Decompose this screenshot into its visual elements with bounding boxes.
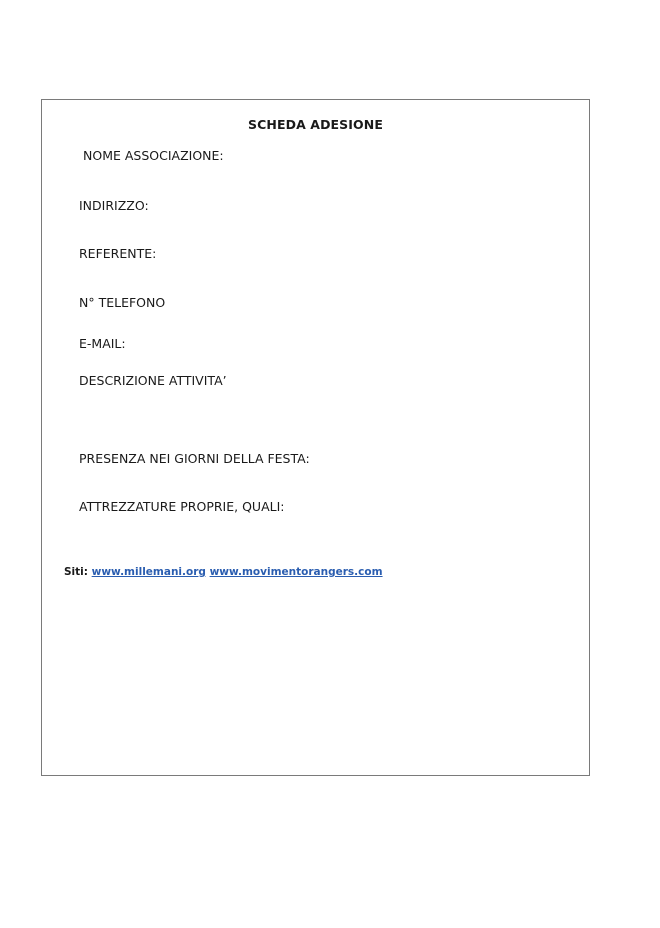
field-attrezzature: ATTREZZATURE PROPRIE, QUALI: (79, 499, 285, 514)
field-presenza: PRESENZA NEI GIORNI DELLA FESTA: (79, 451, 310, 466)
field-indirizzo: INDIRIZZO: (79, 198, 149, 213)
membership-form (41, 99, 590, 776)
link-movimentorangers[interactable]: www.movimentorangers.com (209, 566, 383, 578)
sites-label: Siti: (64, 566, 88, 578)
field-telefono: N° TELEFONO (79, 295, 166, 310)
field-email: E-MAIL: (79, 336, 126, 351)
form-title: SCHEDA ADESIONE (248, 117, 383, 132)
field-referente: REFERENTE: (79, 246, 157, 261)
sites-line (64, 566, 383, 578)
field-nome-associazione: NOME ASSOCIAZIONE: (83, 148, 224, 163)
field-descrizione-attivita: DESCRIZIONE ATTIVITA’ (79, 373, 227, 388)
link-millemani[interactable]: www.millemani.org (91, 566, 206, 578)
